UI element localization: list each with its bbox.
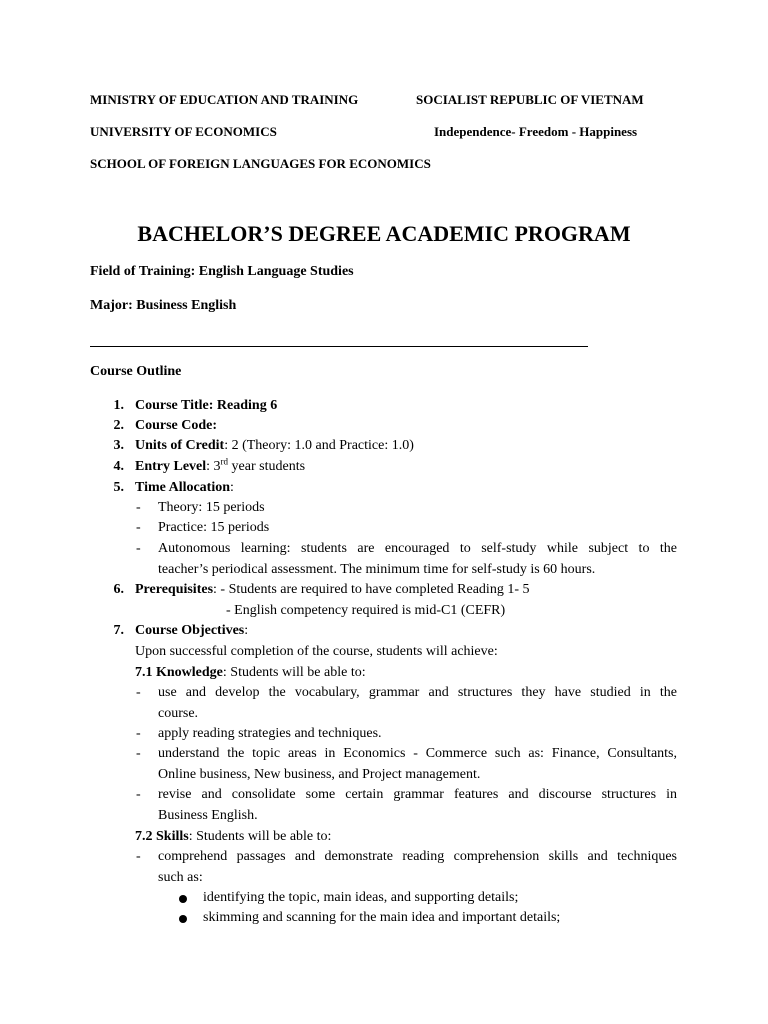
ministry-heading: MINISTRY OF EDUCATION AND TRAINING [90,92,359,107]
skills-intro: : Students will be able to: [188,829,332,844]
course-objectives [135,623,248,639]
time-allocation [135,480,234,496]
entry-label: Entry Level [135,459,207,474]
prerequisites [135,582,530,598]
item-number: 6. [113,582,124,597]
item-number: 5. [113,480,124,495]
skills-bullet-item: identifying the topic, main ideas, and supporting details; [203,890,519,905]
dash-marker: - [136,726,141,741]
time-autonomous: Autonomous learning: students are encouraged to self-study while subject to the [158,541,677,556]
knowledge-intro: : Students will be able to: [222,665,366,680]
knowledge-item: understand the topic areas in Economics - Commerce such as: Finance, Consultants, [158,746,677,761]
dash-marker: - [136,541,141,556]
bullet-icon [179,915,187,923]
time-colon: : [230,480,234,495]
credit-value: : 2 (Theory: 1.0 and Practice: 1.0) [224,438,414,453]
republic-heading: SOCIALIST REPUBLIC OF VIETNAM [416,92,644,107]
entry-value-post: year students [228,459,306,474]
prereq-label: Prerequisites [135,582,214,597]
knowledge-heading [135,665,366,681]
course-code: Course Code: [135,418,218,433]
skills-label: 7.2 Skills [135,829,189,844]
skills-bullet-item: skimming and scanning for the main idea and important details; [203,910,561,925]
skills-item-cont: such as: [158,870,203,885]
divider-line [90,346,588,347]
item-number: 7. [113,623,124,638]
knowledge-item: revise and consolidate some certain grammar features and discourse structures in [158,787,677,802]
knowledge-item-cont: Online business, New business, and Project management. [158,767,481,782]
objectives-label: Course Objectives [135,623,245,638]
dash-marker: - [136,500,141,515]
time-practice: Practice: 15 periods [158,520,270,535]
time-theory: Theory: 15 periods [158,500,265,515]
dash-marker: - [136,685,141,700]
prereq-competency: - English competency required is mid-C1 (CEFR) [226,603,506,618]
entry-level [135,456,306,475]
entry-value: : 3 [206,459,221,474]
units-of-credit [135,438,414,454]
entry-sup: rd [220,456,229,467]
prereq-value: : - Students are required to have completed Reading 1- 5 [213,582,530,597]
time-label: Time Allocation [135,480,231,495]
field-of-training: Field of Training: English Language Studies [90,264,354,279]
knowledge-label: 7.1 Knowledge [135,665,223,680]
section-heading: Course Outline [90,364,182,379]
motto-heading: Independence- Freedom - Happiness [434,124,638,139]
item-number: 1. [113,398,124,413]
objectives-intro: Upon successful completion of the course, students will achieve: [135,644,498,659]
credit-label: Units of Credit [135,438,225,453]
item-number: 4. [113,459,124,474]
time-autonomous-cont: teacher’s periodical assessment. The minimum time for self-study is 60 hours. [158,562,596,577]
skills-item: comprehend passages and demonstrate reading comprehension skills and techniques [158,849,677,864]
objectives-colon: : [244,623,249,638]
page-title: BACHELOR’S DEGREE ACADEMIC PROGRAM [137,221,631,246]
knowledge-item-cont: course. [158,706,199,721]
dash-marker: - [136,520,141,535]
university-heading: UNIVERSITY OF ECONOMICS [90,124,277,139]
course-title: Course Title: Reading 6 [135,398,278,413]
item-number: 2. [113,418,124,433]
knowledge-item-cont: Business English. [158,808,258,823]
dash-marker: - [136,849,141,864]
item-number: 3. [113,438,124,453]
dash-marker: - [136,746,141,761]
skills-heading [135,829,331,845]
dash-marker: - [136,787,141,802]
bullet-icon [179,895,187,903]
major: Major: Business English [90,298,237,313]
knowledge-item: use and develop the vocabulary, grammar and structures they have studied in the [158,685,677,700]
school-heading: SCHOOL OF FOREIGN LANGUAGES FOR ECONOMICS [90,156,431,171]
knowledge-item: apply reading strategies and techniques. [158,726,382,741]
